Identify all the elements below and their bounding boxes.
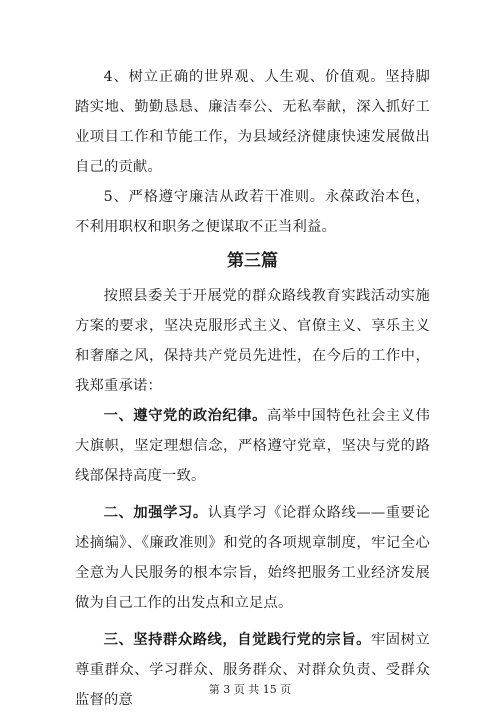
commitment-2: [75, 498, 430, 618]
section-title: 第三篇: [227, 251, 278, 271]
paragraph-item-4: 4、树立正确的世界观、人生观、价值观。坚持脚踏实地、勤勤恳恳、廉洁奉公、无私奉献，深入抓好工业项目工作和节能工作，为县域经济健康快速发展做出自己的贡献。: [75, 69, 430, 175]
intro-paragraph: 按照县委关于开展党的群众路线教育实践活动实施方案的要求，坚决克服形式主义、官僚主义、享乐主义和奢靡之风，保持共产党员先进性，在今后的工作中，我郑重承诺：: [75, 288, 430, 394]
commitment-3: [75, 625, 430, 715]
commitment-3-text: 牢固树立尊重群众、学习群众、服务群众、对群众负责、受群众监督的意: [75, 632, 430, 708]
paragraph-item-5: 5、严格遵守廉洁从政若干准则。永葆政治本色，不利用职权和职务之便谋取不正当利益。: [75, 189, 430, 235]
commitment-2-text: 认真学习《论群众路线——重要论述摘编》、《廉政准则》和党的各项规章制度，牢记全心全意为人民服务的根本宗旨，始终把服务工业经济发展做为自己工作的出发点和立足点。: [75, 505, 430, 611]
commitment-1-heading: 一、遵守党的政治纪律。: [103, 408, 267, 424]
document-body: [75, 62, 430, 715]
commitment-1-text: 高举中国特色社会主义伟大旗帜，坚定理想信念，严格遵守党章，坚决与党的路线部保持高度一致。: [75, 408, 431, 484]
commitment-1: [75, 401, 430, 491]
page-footer: 第 3 页 共 15 页: [208, 683, 292, 696]
commitment-3-heading: 三、坚持群众路线，自觉践行党的宗旨。: [103, 632, 371, 648]
commitment-2-heading: 二、加强学习。: [103, 505, 208, 521]
